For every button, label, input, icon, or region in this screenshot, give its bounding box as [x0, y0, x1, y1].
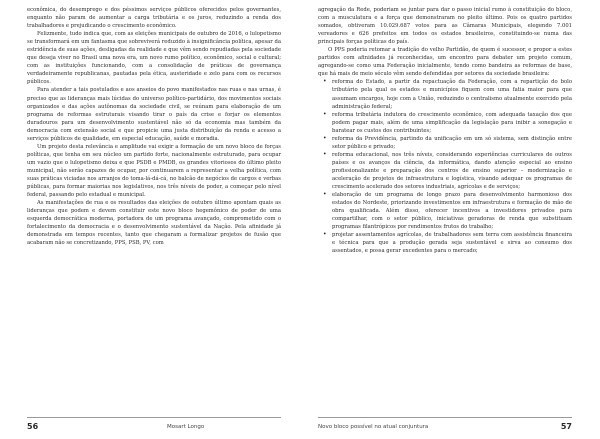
left-text-column [27, 6, 281, 247]
list-item: • reforma educacional, nos três níveis, considerando experiências curriculares de outros países e os avanços da ciência, da informática, dando atenção especial ao ensino profissionalizante e preparação dos centros de ensino superior – modernização e aceleração de projetos de infraestrutura e logística, visando adequar os programas de crescimento acelerado dos setores industriais, agrícolas e de serviços; [332, 151, 572, 191]
body-paragraph: As manifestações de rua e os resultados das eleições de outubro último apontam quais as lideranças que podem e devem constituir este novo bloco hegemônico de poder de uma esquerda democrática moderna, portadora de um programa avançado, comprometido com o fortalecimento da democracia e o desenvolvimento sustentável da Nação. Pela afinidade já demonstrada em tempos recentes, tanto que chegaram a formalizar projetos de fusão que acabaram não se concretizando, PPS, PSB, PV, com [27, 200, 281, 247]
list-item: • reforma do Estado, a partir da repactuação da Federação, com a repartição do bolo tributário pela qual os estados e municípios fiquem com uma fatia maior para que assumam encargos, hoje com a União, reduzindo o centralismo atualmente exercido pela administração federal; [332, 78, 572, 110]
body-paragraph: Felizmente, tudo indica que, com as eleições municipais de outubro de 2016, o lulopetismo se transformará em um fantasma que sobreviverá reduzido à insignificância política, apesar da estridência de suas ações, desligadas da realidade e que vêm sendo repudiadas pela sociedade que deseja viver no Brasil uma nova era, um novo rumo político, econômico, social e cultural; com as instituições funcionando, com a consolidação de práticas de governança verdadeiramente republicanas, pautadas pela ética, austeridade e zelo para com os recursos públicos. [27, 31, 281, 86]
footer-rule [318, 417, 572, 418]
body-paragraph: Para atender a tais postulados e aos anseios do povo manifestados nas ruas e nas urnas, é preciso que as lideranças mais lúcidas do universo político-partidário, dos movimentos sociais organizados e das ações autônomas da sociedade civil, se reúnam para elaboração de um programa de reformas estruturais visando tirar o país da crise e forjar os elementos duradouros para um desenvolvimento sustentável não só da economia mas também da democracia com extensão social e que propicie uma justa distribuição da renda e acesso a serviços públicos de qualidade, em especial educação, saúde e moradia. [27, 87, 281, 142]
left-footer [27, 421, 281, 433]
body-paragraph: O PPS poderia retomar a tradição do velho Partidão, de quem é sucessor, e propor a estes partidos com afinidades já reconhecidas, um encontro para debater um projeto comum, agregando-se como uma Federação inicialmente, tendo como bandeira as reformas de base, que há mais de meio século vêm sendo defendidas por setores da sociedade brasileira: [318, 47, 572, 78]
list-item: • reforma tributária indutora do crescimento econômico, com adequada taxação dos que podem pagar mais, além de uma simplificação da legislação para inibir a sonegação e baratear os custos dos contribuintes; [332, 111, 572, 135]
running-head: Novo bloco possível no atual conjuntura [318, 424, 429, 430]
right-text-column [318, 6, 572, 255]
list-item: • projetar assentamentos agrícolas, de trabalhadores sem terra com assistência financeira e técnica para que a produção gerada seja sustentável e sirva ao consumo dos assentados, e possa gerar excedentes para o mercado; [332, 231, 572, 255]
body-paragraph: Um projeto desta relevância e amplitude vai exigir a formação de um novo bloco de forças políticas, que tenha em seu núcleo um partido forte, nacionalmente estruturado, para ocupar um vazio que o lulopetismo deixa e que PSDB e PMDB, os grandes vitoriosos do último pleito municipal, não serão capazes de ocupar, por continuarem a representar a velha política, com suas práticas viciadas nos arranjos do toma-lá-dá-cá, no balcão de negócios de cargos e verbas públicas, para formar maiorias nos legislativos, nos três níveis de poder, a começar pelo nível federal, passando pelo estadual e municipal. [27, 143, 281, 199]
list-item: • reforma da Previdência, partindo da unificação em um só sistema, sem distinção entre setor público e privado; [332, 135, 572, 151]
list-item: • elaboração de um programa de longo prazo para desenvolvimento harmonioso dos estados do Nordeste, priorizando investimentos em infraestrutura e formação de mão de obra qualificada. Além disso, oferecer incentivos a investidores privados para compartilhar, com o setor público, iniciativas geradoras de renda que substituam programas filantrópicos por rendimentos frutos do trabalho; [332, 191, 572, 231]
body-paragraph: econômica, do desemprego e dos péssimos serviços públicos oferecidos pelos governantes, enquanto não param de aumentar a carga tributária e os juros, reduzindo a renda dos trabalhadores e prejudicando o crescimento econômico. [27, 7, 281, 30]
right-footer [318, 421, 572, 433]
body-paragraph: agregação da Rede, poderiam se juntar para dar o passo inicial rumo à constituição do bloco, com a musculatura e a força que demonstraram no pleito último. Pois os quatro partidos somados, obtiveram 10.029.687 votos para as Câmaras Municipais, elegendo 7.001 vereadores e 626 prefeitos em todos os estados brasileiros, constituindo-se numa das principais forças políticas do país. [318, 7, 572, 46]
footer-rule [27, 417, 281, 418]
reform-list [318, 78, 572, 255]
page-number: 56 [27, 422, 39, 431]
page-number: 57 [560, 422, 572, 431]
right-page [300, 0, 600, 439]
running-head: Mosart Longo [167, 424, 205, 430]
